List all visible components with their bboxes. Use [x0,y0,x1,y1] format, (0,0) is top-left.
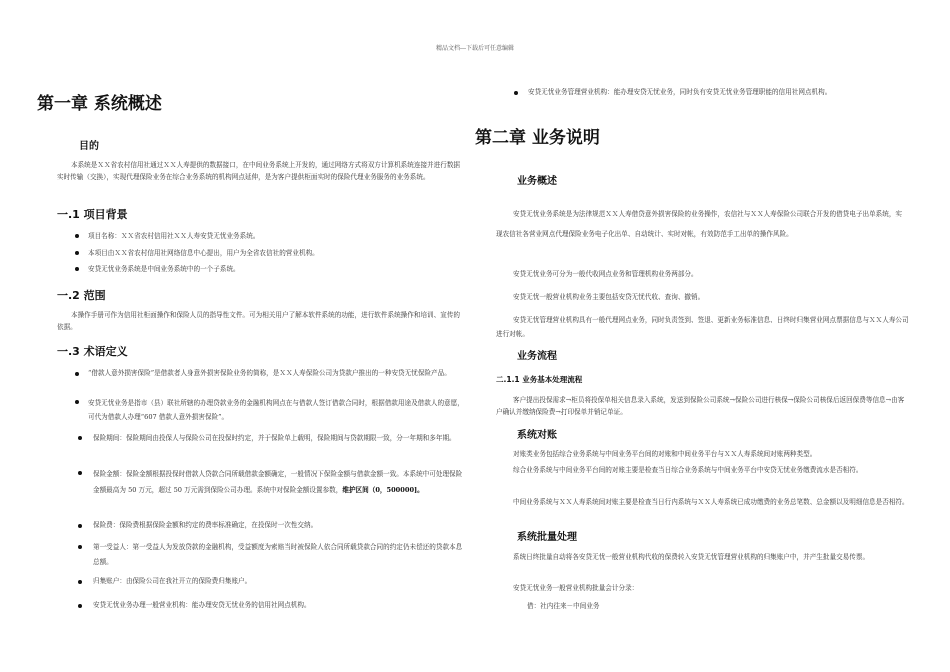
section-1-1-title: 一.1 项目背景 [57,208,128,221]
list-item: 安贷无忧业务管理营业机构：能办理安贷无忧业务，同时负有安贷无忧业务管理职能的信用社网点机构。 [528,88,832,96]
batch-paragraph: 借：社内往来－中间业务 [527,602,600,610]
section-1-3-title: 一.3 术语定义 [57,345,128,358]
page-header: 精品文档---下载后可任意编辑 [435,45,515,52]
list-item: 保险费：保险费根据保险金额和约定的费率标准确定，在投保时一次性交纳。 [93,521,318,529]
chapter-2-title: 第二章 业务说明 [475,128,600,148]
list-item [93,466,465,498]
bullet-icon [75,234,79,238]
bullet-icon [78,545,82,549]
bullet-icon [75,400,79,404]
bullet-icon [75,267,79,271]
list-item: 本项目由ＸＸ省农村信用社网络信息中心提出，用户为全省农信社的营业机构。 [88,249,319,257]
list-item: 保险期间：保险期间由投保人与保险公司在投保时约定，并于保险单上载明，保险期间与贷款期限一致，分一年期和多年期。 [93,434,456,442]
list-item: 项目名称：ＸＸ省农村信用社ＸＸ人寿安贷无忧业务系统。 [88,232,260,240]
batch-paragraph: 系统日终批量自动将各安贷无忧一般营业机构代收的保费转入安贷无忧管理营业机构的归集账户中，并产生批量交易传票。 [513,553,870,561]
chapter-1-title: 第一章 系统概述 [37,94,162,114]
reconciliation-title: 系统对账 [517,430,557,441]
overview-paragraph: 安贷无忧管理营业机构具有一般代理网点业务，同时负责签到、签退、更新业务标准信息、日终时归集营业网点票据信息与ＸＸ人寿公司进行对帐。 [496,316,909,338]
batch-paragraph: 安贷无忧业务一般营业机构批量会计分录： [513,584,639,592]
purpose-text: 本系统是ＸＸ省农村信用社通过ＸＸ人寿提供的数据接口，在中间业务系统上开发的，通过网络方式将双方计算机系统连接并进行数据实时传输（交换），实现代理保险业务在综合业务系统的机构网点延伸，是为客户提供柜面实时的保险代理业务服务的业务系统。 [57,161,461,181]
overview-paragraph: 安贷无忧一般营业机构业务主要包括安贷无忧代收、查询、撤销。 [513,293,705,301]
list-item: 第一受益人：第一受益人为发放贷款的金融机构，受益额度为索赔当时被保险人依合同所载贷款合同的约定仍未偿还的贷款本息总额。 [93,543,463,566]
batch-title: 系统批量处理 [517,532,577,543]
bullet-icon [78,436,82,440]
section-1-2-title: 一.2 范围 [57,289,106,302]
overview-title: 业务概述 [517,176,557,187]
list-item: 安贷无忧业务系统是中间业务系统中的一个子系统。 [88,265,240,273]
limit-text: 维护区间（0，500000]。 [342,486,424,494]
bullet-icon [78,471,82,475]
bullet-icon [75,251,79,255]
bullet-icon [75,372,79,376]
bullet-icon [78,580,82,584]
bullet-icon [514,91,518,95]
list-item-text: 保险金额：保险金额根据投保时借款人贷款合同所载借款金额确定，一般情况下保险金额与借款金额一致。本系统中可处理保险金额最高为 50 万元，超过 50 万元需到保险公司办理。系统中对保险金额设置参数， [93,470,463,494]
overview-paragraph: 安贷无忧业务可分为一般代收网点业务和管理机构业务两部分。 [513,270,698,278]
scope-text: 本操作手册可作为信用社柜面操作和保险人员的指导性文件。可为相关用户了解本软件系统的功能，进行软件系统操作和培训、宣传的依据。 [57,311,461,331]
reconciliation-paragraph: 综合业务系统与中间业务平台间的对账主要是检查当日综合业务系统与中间业务平台中安贷无忧业务缴费流水是否相符。 [513,466,863,474]
flow-text: 客户提出投保需求→柜员将投保单相关信息录入系统，发送到保险公司系统→保险公司进行核保→保险公司核保后返回保费等信息→由客户确认并缴纳保险费→打印保单并销记单证。 [496,396,905,416]
flow-subsection-title: 二.1.1 业务基本处理流程 [496,375,583,384]
flow-title: 业务流程 [517,351,557,362]
reconciliation-paragraph: 对账类业务包括综合业务系统与中间业务平台间的对账和中间业务平台与ＸＸ人寿系统间对账两种类型。 [513,450,817,458]
list-item: 归集账户：由保险公司在我社开立的保险费归集账户。 [93,577,252,585]
reconciliation-paragraph: 中间业务系统与ＸＸ人寿系统间对账主要是检查当日行内系统与ＸＸ人寿系统已成功缴费的业务总笔数、总金额以及明细信息是否相符。 [513,498,909,506]
list-item: 安贷无忧业务办理一般营业机构：能办理安贷无忧业务的信用社网点机构。 [93,601,311,609]
bullet-icon [78,604,82,608]
list-item: 安贷无忧业务是指市（县）联社所辖的办理贷款业务的金融机构网点在与借款人签订借款合同时，根据借款用途及借款人的意愿，可代为借款人办理“607 借款人意外损害保险”。 [88,399,464,421]
bullet-icon [78,524,82,528]
purpose-title: 目的 [79,141,99,152]
overview-text: 安贷无忧业务系统是为法律规范ＸＸ人寿借贷意外损害保险的业务操作，农信社与ＸＸ人寿保险公司联合开发的借贷电子出单系统，实现农信社各营业网点代理保险业务电子化出单、自动统计、实时对帐，有效防范手工出单的操作风险。 [496,210,903,238]
list-item: “借款人意外损害保险”是借款者人身意外损害保险业务的简称，是ＸＸ人寿保险公司为贷款户推出的一种安贷无忧保险产品。 [88,369,451,377]
